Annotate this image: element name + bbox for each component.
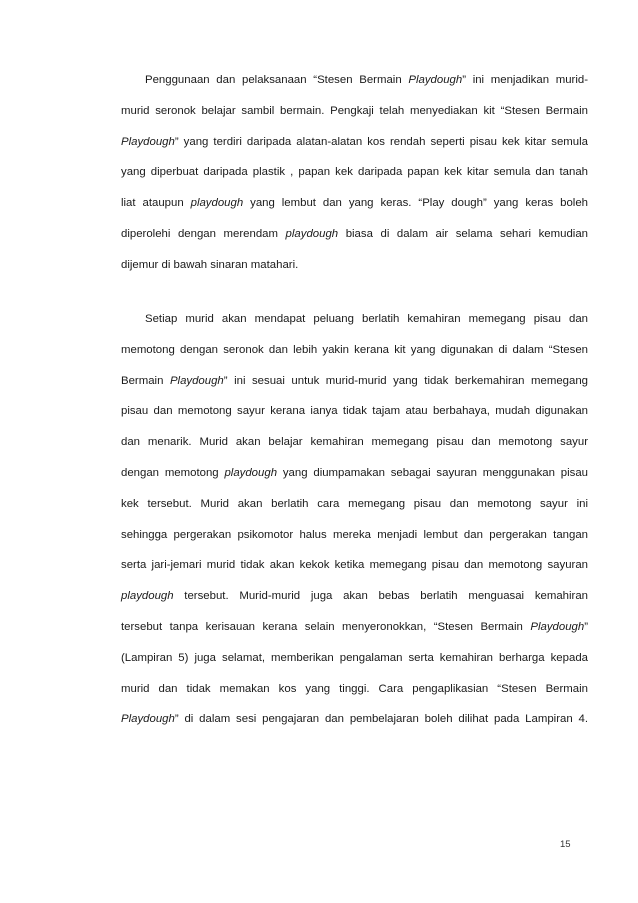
text-line (121, 127, 588, 158)
text-line (121, 396, 588, 427)
paragraph-2 (121, 304, 588, 735)
text-segment: yang diumpamakan sebagai sayuran menggunakan pisau (277, 466, 588, 479)
text-line (121, 674, 588, 705)
text-segment: pisau dan memotong sayur kerana ianya tidak tajam atau berbahaya, mudah digunakan (121, 405, 588, 418)
text-segment: ” di dalam sesi pengajaran dan pembelajaran boleh dilihat pada Lampiran 4. (174, 713, 588, 726)
text-segment: yang diperbuat daripada plastik , papan kek daripada papan kek kitar semula dan tanah (121, 166, 588, 179)
text-segment: yang lembut dan yang keras. “Play dough” yang keras boleh (243, 197, 588, 210)
text-line (121, 704, 588, 735)
text-line (121, 96, 588, 127)
text-segment: biasa di dalam air selama sehari kemudian (338, 227, 588, 240)
italic-term: playdough (190, 197, 244, 210)
text-segment: Penggunaan dan pelaksanaan “Stesen Bermain (145, 74, 409, 86)
text-line (121, 643, 588, 674)
italic-term: Playdough (169, 374, 224, 387)
text-segment: murid dan tidak memakan kos yang tinggi. Cara pengaplikasian “Stesen Bermain (121, 682, 588, 695)
text-line (121, 427, 588, 458)
text-line (121, 458, 588, 489)
text-segment: liat ataupun (121, 197, 191, 210)
text-line (121, 520, 588, 551)
text-segment: sehingga pergerakan psikomotor halus mereka menjadi lembut dan pergerakan tangan (121, 528, 588, 541)
text-segment: dan menarik. Murid akan belajar kemahiran memegang pisau dan memotong sayur (121, 436, 588, 449)
paragraph-1 (121, 65, 588, 281)
italic-term: Playdough (408, 74, 463, 86)
italic-term: playdough (285, 227, 339, 240)
text-segment: Setiap murid akan mendapat peluang berlatih kemahiran memegang pisau dan (145, 313, 588, 325)
text-segment: Bermain (121, 374, 170, 387)
text-line (121, 335, 588, 366)
italic-term: playdough (121, 590, 174, 603)
text-line (121, 612, 588, 643)
text-line (121, 250, 588, 281)
text-segment: tersebut. Murid-murid juga akan bebas berlatih menguasai kemahiran (173, 590, 588, 603)
text-line (121, 65, 588, 96)
text-line (121, 188, 588, 219)
text-segment: ” (584, 620, 588, 633)
text-segment: dijemur di bawah sinaran matahari. (121, 258, 299, 271)
text-segment: ” ini sesuai untuk murid-murid yang tidak berkemahiran memegang (223, 374, 588, 387)
text-line (121, 219, 588, 250)
text-segment: memotong dengan seronok dan lebih yakin kerana kit yang digunakan di dalam “Stesen (121, 343, 588, 356)
text-segment: ” yang terdiri daripada alatan-alatan kos rendah seperti pisau kek kitar semula (174, 135, 588, 148)
italic-term: Playdough (121, 135, 175, 148)
text-segment: ” ini menjadikan murid- (462, 74, 588, 86)
italic-term: Playdough (121, 713, 175, 726)
text-segment: serta jari-jemari murid tidak akan kekok ketika memegang pisau dan memotong sayuran (121, 559, 588, 572)
page-number: 15 (560, 839, 571, 850)
text-segment: dengan memotong (121, 466, 225, 479)
text-line (121, 581, 588, 612)
text-line (121, 157, 588, 188)
italic-term: playdough (224, 466, 278, 479)
text-segment: kek tersebut. Murid akan berlatih cara memegang pisau dan memotong sayur ini (121, 497, 588, 510)
text-line (121, 304, 588, 335)
text-line (121, 550, 588, 581)
text-segment: tersebut tanpa kerisauan kerana selain menyeronokkan, “Stesen Bermain (121, 620, 531, 633)
text-segment: diperolehi dengan merendam (121, 227, 286, 240)
text-segment: (Lampiran 5) juga selamat, memberikan pengalaman serta kemahiran berharga kepada (121, 651, 588, 664)
italic-term: Playdough (530, 620, 585, 633)
text-line (121, 489, 588, 520)
text-segment: murid seronok belajar sambil bermain. Pengkaji telah menyediakan kit “Stesen Bermain (121, 104, 588, 117)
text-line (121, 366, 588, 397)
